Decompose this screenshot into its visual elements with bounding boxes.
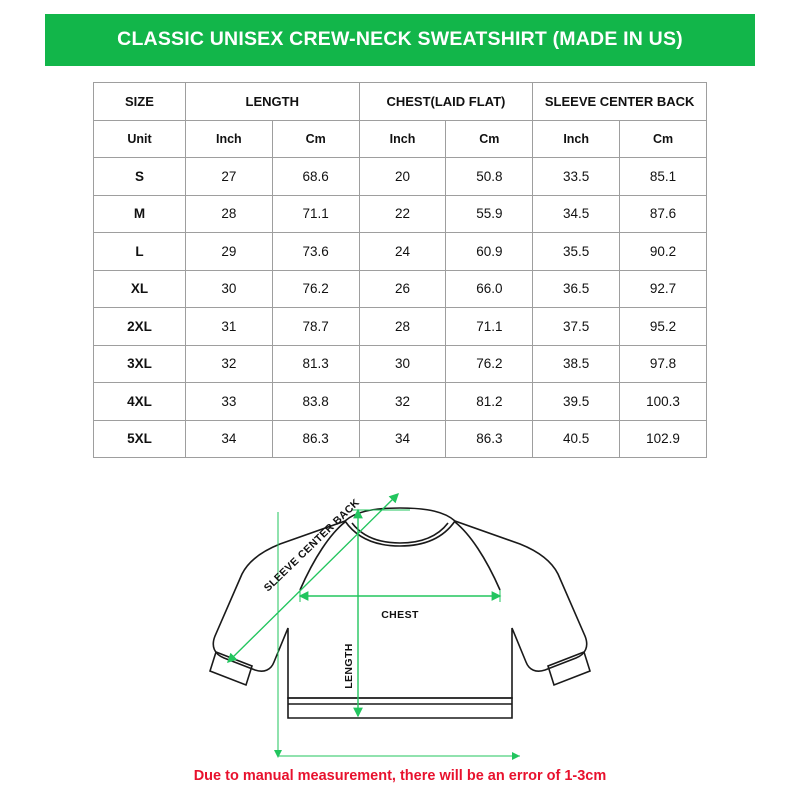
unit-sleeve-cm: Cm: [620, 120, 707, 158]
cell-size: L: [94, 233, 186, 271]
cell-size: XL: [94, 270, 186, 308]
label-length: LENGTH: [343, 643, 355, 689]
cell-length-inch: 28: [185, 195, 272, 233]
table-row: [94, 270, 707, 308]
label-chest: CHEST: [381, 609, 419, 621]
unit-chest-inch: Inch: [359, 120, 446, 158]
cell-length-cm: 76.2: [272, 270, 359, 308]
cell-length-inch: 29: [185, 233, 272, 271]
size-table-container: [93, 82, 707, 458]
header-chest: CHEST(LAID FLAT): [359, 83, 533, 121]
cell-length-cm: 86.3: [272, 420, 359, 458]
unit-length-cm: Cm: [272, 120, 359, 158]
cell-sleeve-cm: 95.2: [620, 308, 707, 346]
cell-length-cm: 83.8: [272, 383, 359, 421]
cell-sleeve-inch: 40.5: [533, 420, 620, 458]
cell-chest-inch: 26: [359, 270, 446, 308]
cell-length-cm: 73.6: [272, 233, 359, 271]
garment-diagram: [0, 466, 800, 766]
cell-chest-cm: 71.1: [446, 308, 533, 346]
cell-chest-cm: 76.2: [446, 345, 533, 383]
table-group-header-row: [94, 83, 707, 121]
table-row: [94, 195, 707, 233]
table-row: [94, 158, 707, 196]
cell-chest-cm: 86.3: [446, 420, 533, 458]
cell-chest-cm: 55.9: [446, 195, 533, 233]
measurement-disclaimer: Due to manual measurement, there will be an error of 1-3cm: [193, 768, 607, 784]
cell-length-cm: 81.3: [272, 345, 359, 383]
table-row: [94, 233, 707, 271]
cell-sleeve-inch: 34.5: [533, 195, 620, 233]
cell-length-inch: 27: [185, 158, 272, 196]
page-title: CLASSIC UNISEX CREW-NECK SWEATSHIRT (MADE IN US): [45, 14, 755, 66]
table-row: [94, 345, 707, 383]
cell-size: 4XL: [94, 383, 186, 421]
cell-sleeve-cm: 85.1: [620, 158, 707, 196]
cell-chest-inch: 34: [359, 420, 446, 458]
cell-length-inch: 33: [185, 383, 272, 421]
cell-sleeve-inch: 36.5: [533, 270, 620, 308]
cell-chest-inch: 22: [359, 195, 446, 233]
cell-length-cm: 68.6: [272, 158, 359, 196]
header-length: LENGTH: [185, 83, 359, 121]
cell-size: M: [94, 195, 186, 233]
header-sleeve: SLEEVE CENTER BACK: [533, 83, 707, 121]
cell-sleeve-cm: 102.9: [620, 420, 707, 458]
cell-chest-cm: 81.2: [446, 383, 533, 421]
cell-sleeve-inch: 33.5: [533, 158, 620, 196]
cell-chest-inch: 30: [359, 345, 446, 383]
cell-length-cm: 71.1: [272, 195, 359, 233]
unit-chest-cm: Cm: [446, 120, 533, 158]
cell-chest-inch: 20: [359, 158, 446, 196]
cell-length-inch: 32: [185, 345, 272, 383]
cell-length-inch: 34: [185, 420, 272, 458]
cell-chest-inch: 32: [359, 383, 446, 421]
cell-sleeve-cm: 87.6: [620, 195, 707, 233]
cell-chest-cm: 50.8: [446, 158, 533, 196]
cell-chest-cm: 60.9: [446, 233, 533, 271]
label-sleeve-center-back: SLEEVE CENTER BACK: [261, 496, 363, 595]
cell-size: 2XL: [94, 308, 186, 346]
cell-chest-cm: 66.0: [446, 270, 533, 308]
measurement-lines: [228, 494, 520, 760]
cell-sleeve-cm: 100.3: [620, 383, 707, 421]
cell-sleeve-cm: 90.2: [620, 233, 707, 271]
cell-size: S: [94, 158, 186, 196]
cell-chest-inch: 28: [359, 308, 446, 346]
cell-sleeve-inch: 37.5: [533, 308, 620, 346]
table-unit-row: [94, 120, 707, 158]
cell-size: 3XL: [94, 345, 186, 383]
cell-sleeve-inch: 39.5: [533, 383, 620, 421]
cell-chest-inch: 24: [359, 233, 446, 271]
unit-label: Unit: [94, 120, 186, 158]
table-row: [94, 308, 707, 346]
header-size: SIZE: [94, 83, 186, 121]
cell-length-inch: 30: [185, 270, 272, 308]
cell-sleeve-inch: 38.5: [533, 345, 620, 383]
cell-length-inch: 31: [185, 308, 272, 346]
cell-sleeve-inch: 35.5: [533, 233, 620, 271]
unit-sleeve-inch: Inch: [533, 120, 620, 158]
table-row: [94, 420, 707, 458]
cell-sleeve-cm: 92.7: [620, 270, 707, 308]
cell-sleeve-cm: 97.8: [620, 345, 707, 383]
size-table: [93, 82, 707, 458]
cell-length-cm: 78.7: [272, 308, 359, 346]
cell-size: 5XL: [94, 420, 186, 458]
unit-length-inch: Inch: [185, 120, 272, 158]
table-row: [94, 383, 707, 421]
